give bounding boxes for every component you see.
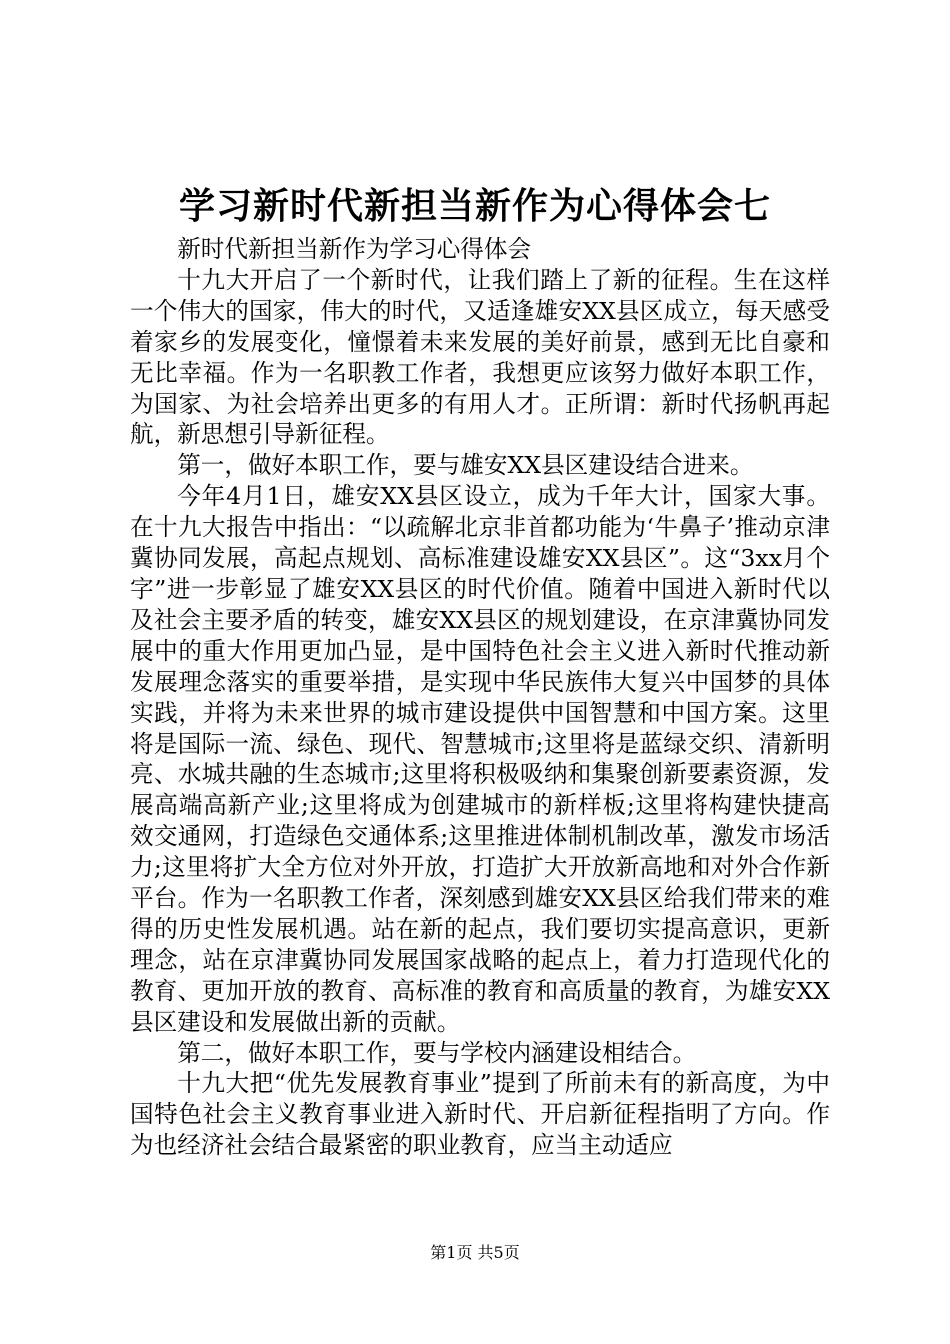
body-paragraph: 十九大开启了一个新时代，让我们踏上了新的征程。生在这样一个伟大的国家，伟大的时代，又适逢雄安XX县区成立，每天感受着家乡的发展变化，憧憬着未来发展的美好前景，感到无比自豪和无比幸福。作为一名职教工作者，我想更应该努力做好本职工作，为国家、为社会培养出更多的有用人才。正所谓：新时代扬帆再起航，新思想引导新征程。 — [130, 265, 830, 449]
body-paragraph: 今年4月1日，雄安XX县区设立，成为千年大计，国家大事。在十九大报告中指出：“以疏解北京非首都功能为‘牛鼻子’推动京津冀协同发展，高起点规划、高标准建设雄安XX县区”。这“3xx月个字”进一步彰显了雄安XX县区的时代价值。随着中国进入新时代以及社会主要矛盾的转变，雄安XX县区的规划建设，在京津冀协同发展中的重大作用更加凸显，是中国特色社会主义进入新时代推动新发展理念落实的重要举措，是实现中华民族伟大复兴中国梦的具体实践，并将为未来世界的城市建设提供中国智慧和中国方案。这里将是国际一流、绿色、现代、智慧城市;这里将是蓝绿交织、清新明亮、水城共融的生态城市;这里将积极吸纳和集聚创新要素资源，发展高端高新产业;这里将成为创建城市的新样板;这里将构建快捷高效交通网，打造绿色交通体系;这里推进体制机制改革，激发市场活力;这里将扩大全方位对外开放，打造扩大开放新高地和对外合作新平台。作为一名职教工作者，深刻感到雄安XX县区给我们带来的难得的历史性发展机遇。站在新的起点，我们要切实提高意识，更新理念，站在京津冀协同发展国家战略的起点上，着力打造现代化的教育、更加开放的教育、高标准的教育和高质量的教育，为雄安XX县区建设和发展做出新的贡献。 — [130, 482, 830, 1036]
body-paragraph: 十九大把“优先发展教育事业”提到了所前未有的新高度，为中国特色社会主义教育事业进入新时代、开启新征程指明了方向。作为也经济社会结合最紧密的职业教育，应当主动适应 — [130, 1069, 830, 1160]
document-title: 学习新时代新担当新作为心得体会七 — [178, 186, 771, 227]
subtitle-paragraph: 新时代新担当新作为学习心得体会 — [177, 235, 532, 263]
section-heading-paragraph: 第二，做好本职工作，要与学校内涵建设相结合。 — [177, 1038, 697, 1067]
page-number-footer: 第1页 共5页 — [430, 1243, 520, 1262]
document-body — [130, 234, 830, 1161]
section-heading-paragraph: 第一，做好本职工作，要与雄安XX县区建设结合进来。 — [177, 451, 754, 480]
